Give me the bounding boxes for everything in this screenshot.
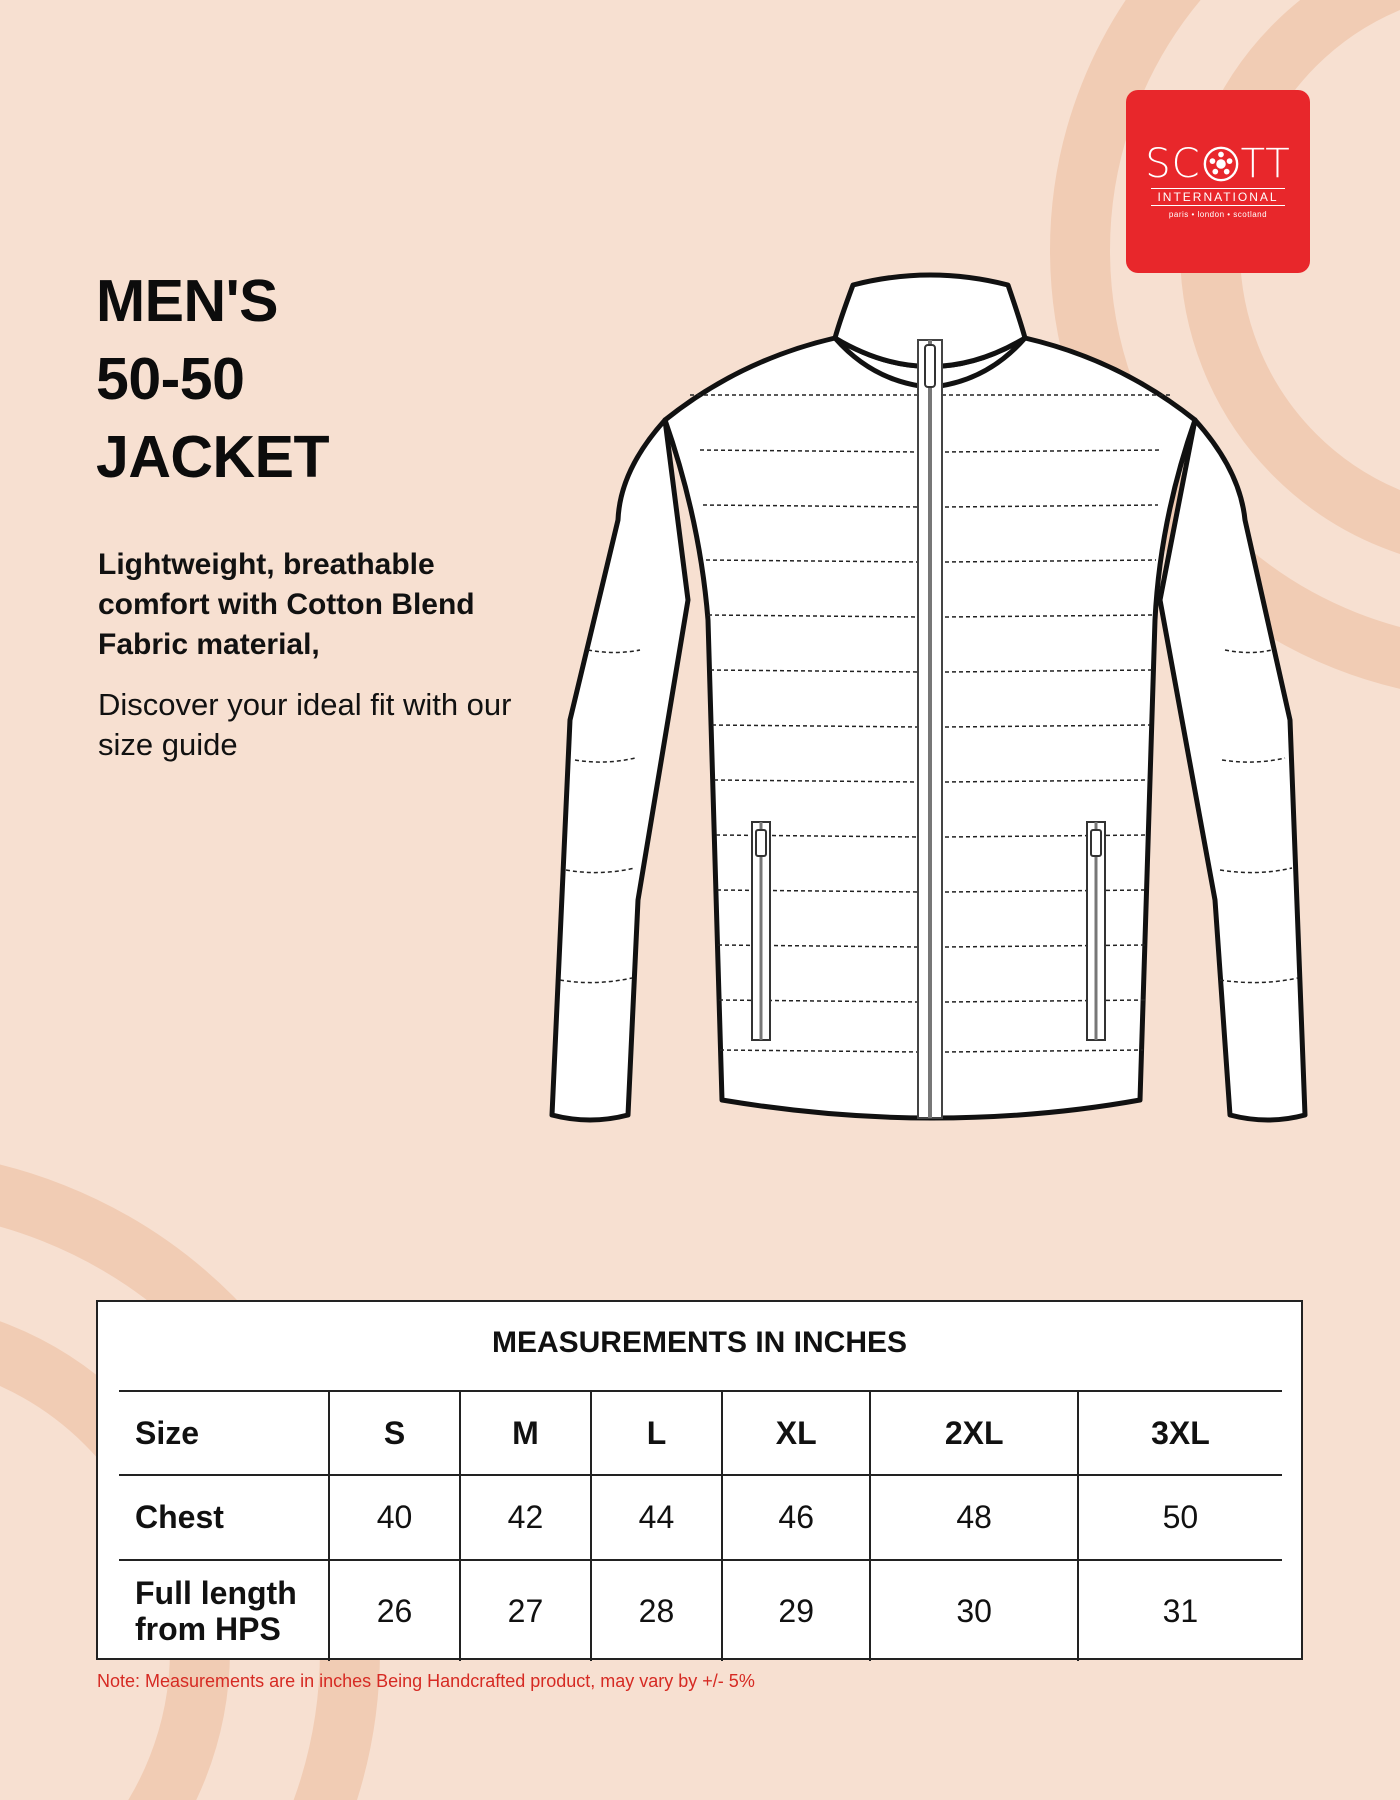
size-cell: 2XL xyxy=(870,1391,1077,1475)
size-cell: 3XL xyxy=(1078,1391,1282,1475)
chest-cell: 48 xyxy=(870,1475,1077,1560)
chest-cell: 46 xyxy=(722,1475,871,1560)
size-cell: XL xyxy=(722,1391,871,1475)
brand-tagline: paris • london • scotland xyxy=(1168,210,1268,219)
length-cell: 29 xyxy=(722,1560,871,1661)
product-tagline: Lightweight, breathable comfort with Cotton Blend Fabric material, xyxy=(98,548,475,661)
length-label-line-2: from HPS xyxy=(135,1611,281,1647)
crest-icon xyxy=(1202,145,1240,183)
chest-cell: 44 xyxy=(591,1475,722,1560)
chest-row xyxy=(119,1475,1282,1560)
size-guide-intro: Discover your ideal fit with our size guide xyxy=(98,687,512,762)
brand-subtitle: INTERNATIONAL xyxy=(1151,188,1284,206)
length-cell: 27 xyxy=(460,1560,591,1661)
length-label-line-1: Full length xyxy=(135,1575,297,1611)
length-cell: 28 xyxy=(591,1560,722,1661)
title-line-2: 50-50 xyxy=(96,346,245,412)
length-row xyxy=(119,1560,1282,1661)
length-cell: 31 xyxy=(1078,1560,1282,1661)
chest-row-label: Chest xyxy=(119,1475,329,1560)
size-table xyxy=(119,1390,1282,1661)
title-line-3: JACKET xyxy=(96,424,330,490)
measurement-note: Note: Measurements are in inches Being Handcrafted product, may vary by +/- 5% xyxy=(97,1671,755,1691)
size-cell: L xyxy=(591,1391,722,1475)
size-cell: S xyxy=(329,1391,460,1475)
brand-wordmark: SC TT xyxy=(1145,141,1291,187)
brand-logo xyxy=(1126,90,1310,273)
length-cell: 26 xyxy=(329,1560,460,1661)
length-cell: 30 xyxy=(870,1560,1077,1661)
length-row-label xyxy=(119,1560,329,1661)
chest-cell: 40 xyxy=(329,1475,460,1560)
size-row-label: Size xyxy=(119,1391,329,1475)
size-chart xyxy=(96,1300,1303,1660)
chest-cell: 50 xyxy=(1078,1475,1282,1560)
chest-cell: 42 xyxy=(460,1475,591,1560)
size-cell: M xyxy=(460,1391,591,1475)
size-row xyxy=(119,1391,1282,1475)
jacket-illustration xyxy=(540,270,1320,1140)
title-line-1: MEN'S xyxy=(96,268,278,334)
size-chart-heading: MEASUREMENTS IN INCHES xyxy=(491,1326,908,1359)
page-title xyxy=(96,262,329,496)
